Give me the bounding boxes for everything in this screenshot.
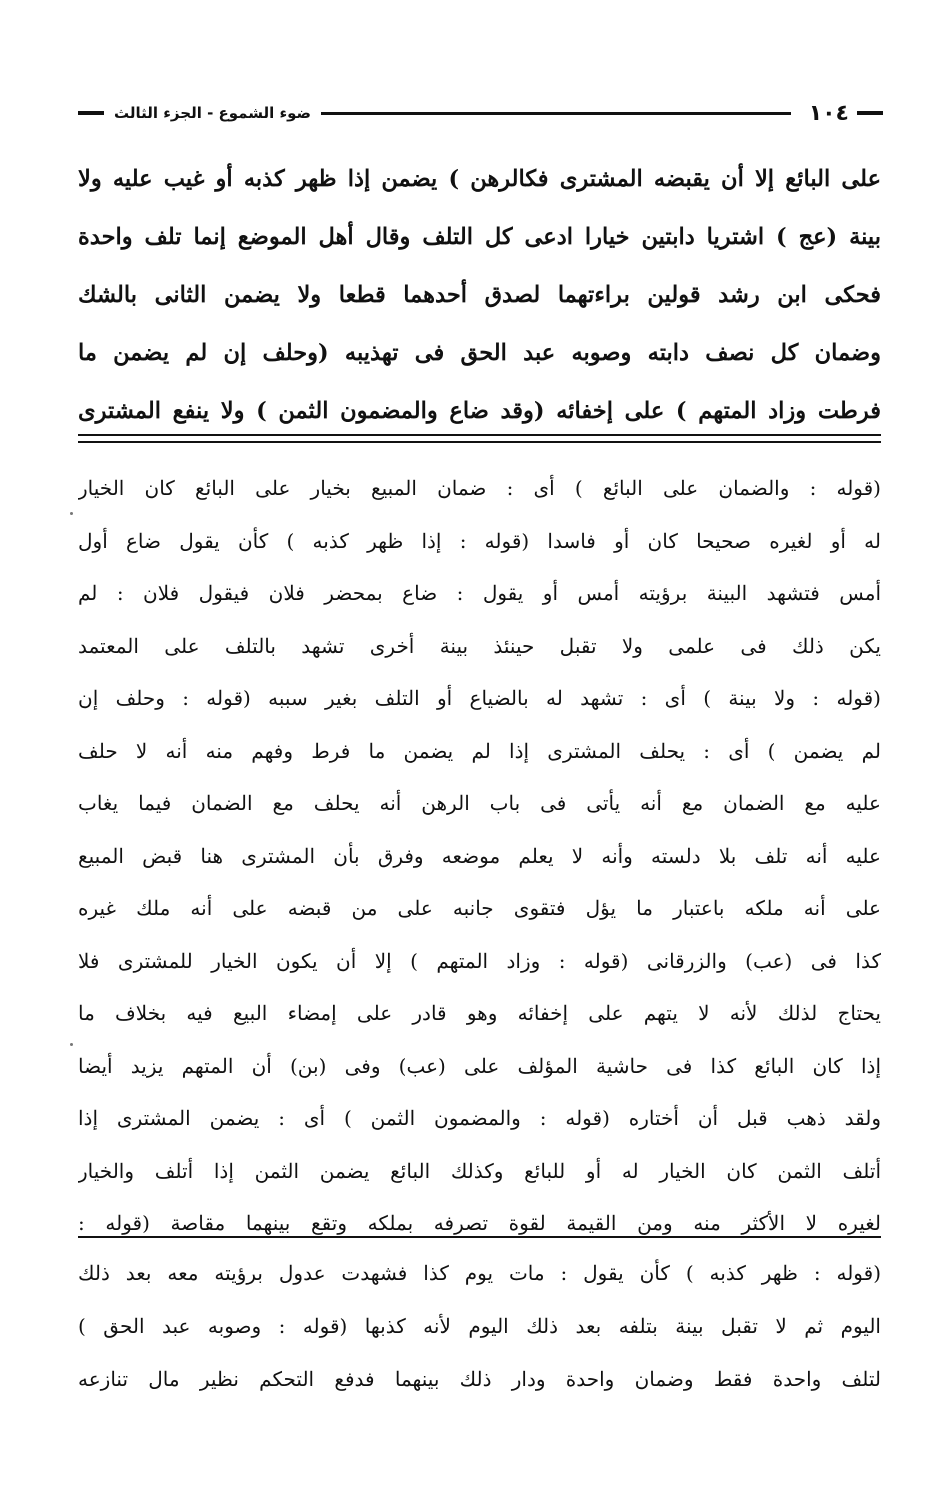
- book-title: ضوء الشموع - الجزء الثالث: [114, 104, 312, 122]
- main-text-line: بينة (عج ) اشتريا دابتين خيارا ادعى كل التلف وقال أهل الموضع إنما تلف واحدة: [78, 224, 881, 250]
- commentary-line: لغيره لا الأكثر منه ومن القيمة لقوة تصرفه بملكه وتقع بينهما مقاصة (قوله :: [78, 1211, 881, 1235]
- section-double-rule: [78, 434, 881, 443]
- commentary-line: ولقد ذهب قبل أن أختاره (قوله : والمضمون الثمن ) أى : يضمن المشترى إذا: [78, 1106, 881, 1130]
- commentary-line: (قوله : ولا بينة ) أى : تشهد له بالضياع أو التلف بغير سببه (قوله : وحلف إن: [78, 686, 881, 710]
- commentary-line: كذا فى (عب) والزرقانى (قوله : وزاد المتهم ) إلا أن يكون الخيار للمشترى فلا: [78, 948, 881, 973]
- commentary-text: [78, 462, 881, 1250]
- footnote-line: (قوله : ظهر كذبه ) كأن يقول : مات يوم كذا فشهدت عدول برؤيته معه بعد ذلك: [78, 1261, 881, 1285]
- main-text: [78, 150, 881, 440]
- main-text-line: على البائع إلا أن يقبضه المشترى فكالرهن ) يضمن إذا ظهر كذبه أو غيب عليه ولا: [78, 166, 881, 192]
- commentary-line: أمس فتشهد البينة برؤيته أمس أو يقول : ضاع بمحضر فلان فيقول فلان : لم: [78, 581, 881, 605]
- commentary-line: (قوله : والضمان على البائع ) أى : ضمان المبيع بخيار على البائع كان الخيار: [78, 476, 881, 500]
- footnote-rule: [78, 1236, 881, 1238]
- commentary-line: أتلف الثمن كان الخيار له أو للبائع وكذلك البائع يضمن الثمن إذا أتلف والخيار: [78, 1158, 881, 1183]
- page-number: ١٠٤: [808, 100, 849, 126]
- commentary-line: لم يضمن ) أى : يحلف المشترى إذا لم يضمن ما فرط وفهم منه أنه لا حلف: [78, 738, 881, 763]
- commentary-line: عليه أنه تلف بلا دلسته وأنه لا يعلم موضعه وفرق بأن المشترى هنا قبض المبيع: [78, 843, 881, 868]
- commentary-line: على أنه ملكه باعتبار ما يؤل فتقوى جانبه على من قبضه على أنه ملك غيره: [78, 896, 881, 920]
- footnote-line: لتلف واحدة فقط وضمان واحدة ودار ذلك بينهما فدفع التحكم نظير مال تنازعه: [78, 1367, 881, 1391]
- header-dash-left: [78, 111, 104, 115]
- main-text-line: فحكى ابن رشد قولين براءتهما لصدق أحدهما قطعا ولا يضمن الثانى بالشك: [78, 282, 881, 308]
- main-text-line: وضمان كل نصف دابته وصوبه عبد الحق فى تهذيبه (وحلف إن لم يضمن ما: [78, 340, 881, 366]
- commentary-line: يحتاج لذلك لأنه لا يتهم على إخفائه وهو قادر على إمضاء البيع فيه بخلاف ما: [78, 1001, 881, 1025]
- footnote-text: [78, 1247, 881, 1406]
- running-header: [78, 97, 883, 129]
- commentary-line: عليه مع الضمان مع أنه يأتى فى باب الرهن أنه يحلف مع الضمان فيما يغاب: [78, 791, 881, 815]
- header-dash-right: [857, 111, 883, 115]
- header-rule: [321, 112, 791, 115]
- scan-speck: [70, 512, 73, 515]
- scan-speck: [70, 1043, 73, 1046]
- commentary-line: يكن ذلك فى علمى ولا تقبل حينئذ بينة أخرى تشهد بالتلف على المعتمد: [78, 633, 881, 658]
- footnote-line: اليوم ثم لا تقبل بينة بتلفه بعد ذلك اليوم لأنه كذبها (قوله : وصوبه عبد الحق ): [78, 1314, 881, 1338]
- commentary-line: إذا كان البائع كذا فى حاشية المؤلف على (عب) وفى (بن) أن المتهم يزيد أيضا: [78, 1053, 881, 1078]
- commentary-line: له أو لغيره صحيحا كان أو فاسدا (قوله : إذا ظهر كذبه ) كأن يقول ضاع أول: [78, 528, 881, 553]
- main-text-line: فرطت وزاد المتهم ) على إخفائه (وقد ضاع والمضمون الثمن ) ولا ينفع المشترى: [78, 398, 881, 424]
